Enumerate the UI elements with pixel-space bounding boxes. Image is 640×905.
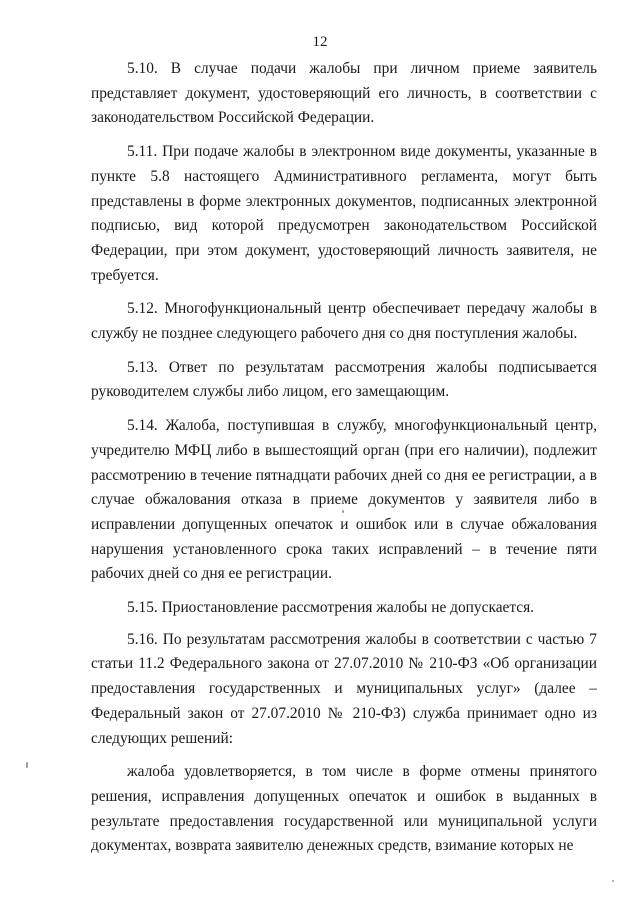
scan-speck xyxy=(612,880,614,882)
paragraph-5-11: 5.11. При подаче жалобы в электронном виде документы, указанные в пункте 5.8 настоящего Административного регламента, могут быть представлены в форме электронных документов, подписанных электронной подписью, вид которой предусмотрен законодательством Российской Федерации, при этом документ, удостоверяющий личность заявителя, не требуется. xyxy=(91,143,597,284)
paragraph-5-13: 5.13. Ответ по результатам рассмотрения жалобы подписывается руководителем службы либо лицом, его замещающим. xyxy=(91,358,597,401)
paragraph-decision-item: жалоба удовлетворяется, в том числе в форме отмены принятого решения, исправления допущенных опечаток и ошибок в выданных в результате предоставления государственной или муниципальной услуги документах, возврата заявителю денежных средств, взимание которых не xyxy=(91,763,597,855)
paragraph-5-14: 5.14. Жалоба, поступившая в службу, многофункциональный центр, учредителю МФЦ либо в вышестоящий орган (при его наличии), подлежит рассмотрению в течение пятнадцати рабочих дней со дня ее регистрации, а в случае обжалования отказа в приеме документов у заявителя либо в исправлении допущенных опечаток и ошибок или в случае обжалования нарушения установленного срока таких исправлений – в течение пяти рабочих дней со дня ее регистрации. xyxy=(91,417,597,583)
scan-speck xyxy=(342,510,344,513)
document-body xyxy=(91,57,597,868)
page-number: 12 xyxy=(312,34,328,50)
paragraph-5-12: 5.12. Многофункциональный центр обеспечивает передачу жалобы в службу не позднее следующего рабочего дня со дня поступления жалобы. xyxy=(91,300,597,343)
paragraph-5-16: 5.16. По результатам рассмотрения жалобы в соответствии с частью 7 статьи 11.2 Федерального закона от 27.07.2010 № 210-ФЗ «Об организации предоставления государственных и муниципальных услуг» (далее – Федеральный закон от 27.07.2010 № 210-ФЗ) служба принимает одно из следующих решений: xyxy=(91,630,597,747)
paragraph-5-10: 5.10. В случае подачи жалобы при личном приеме заявитель представляет документ, удостоверяющий его личность, в соответствии с законодательством Российской Федерации. xyxy=(91,60,597,127)
scan-speck xyxy=(26,762,28,768)
paragraph-5-15: 5.15. Приостановление рассмотрения жалобы не допускается. xyxy=(127,599,535,617)
